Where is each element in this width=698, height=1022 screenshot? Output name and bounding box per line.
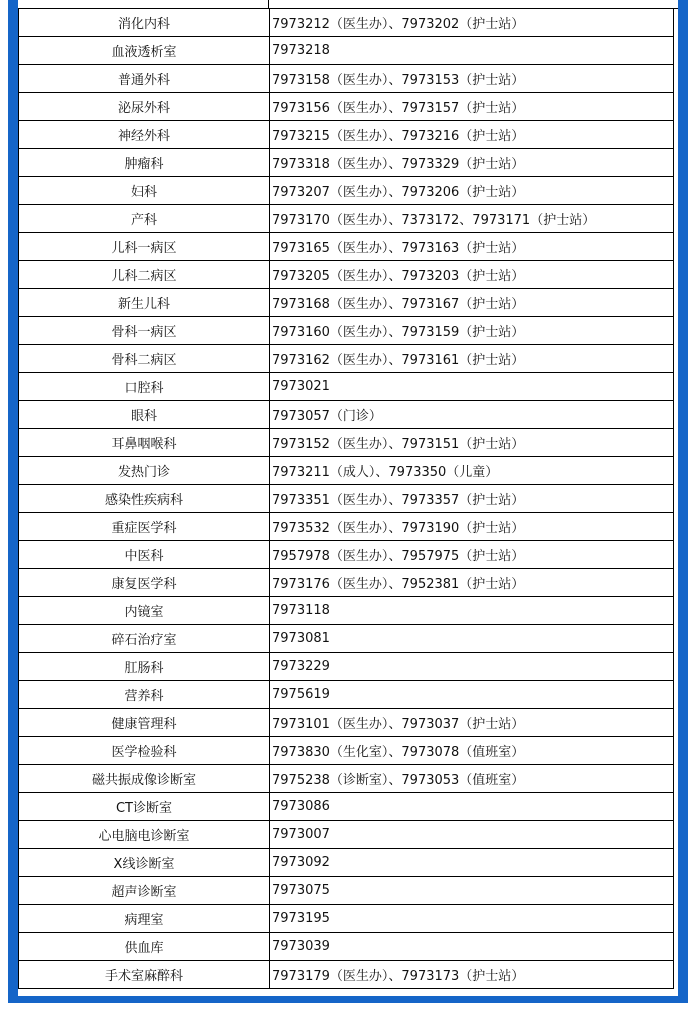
phone-numbers: 7973092 <box>270 849 674 877</box>
department-name: 神经外科 <box>19 121 270 149</box>
department-name: CT诊断室 <box>19 793 270 821</box>
department-name: X线诊断室 <box>19 849 270 877</box>
directory-panel <box>18 0 678 996</box>
department-name: 消化内科 <box>19 9 270 37</box>
table-row <box>19 261 674 289</box>
phone-numbers: 7973075 <box>270 877 674 905</box>
phone-numbers: 7973318（医生办）、7973329（护士站） <box>270 149 674 177</box>
department-name: 骨科一病区 <box>19 317 270 345</box>
table-row <box>19 597 674 625</box>
phone-numbers: 7973218 <box>270 37 674 65</box>
phone-numbers: 7973179（医生办）、7973173（护士站） <box>270 961 674 989</box>
table-row <box>19 961 674 989</box>
department-name: 眼科 <box>19 401 270 429</box>
table-row <box>19 485 674 513</box>
phone-numbers: 7973007 <box>270 821 674 849</box>
phone-numbers: 7973205（医生办）、7973203（护士站） <box>270 261 674 289</box>
table-row <box>19 933 674 961</box>
department-name: 肿瘤科 <box>19 149 270 177</box>
department-name: 磁共振成像诊断室 <box>19 765 270 793</box>
table-row <box>19 457 674 485</box>
phone-numbers: 7973158（医生办）、7973153（护士站） <box>270 65 674 93</box>
page-frame <box>8 0 688 1003</box>
table-row <box>19 289 674 317</box>
phone-numbers: 7975619 <box>270 681 674 709</box>
department-name: 健康管理科 <box>19 709 270 737</box>
phone-numbers: 7973212（医生办）、7973202（护士站） <box>270 9 674 37</box>
phone-numbers: 7973021 <box>270 373 674 401</box>
phone-numbers: 7973165（医生办）、7973163（护士站） <box>270 233 674 261</box>
table-row <box>19 905 674 933</box>
department-name: 病理室 <box>19 905 270 933</box>
phone-directory-table <box>18 8 674 989</box>
phone-numbers: 7973830（生化室）、7973078（值班室） <box>270 737 674 765</box>
phone-numbers: 7973351（医生办）、7973357（护士站） <box>270 485 674 513</box>
table-row <box>19 765 674 793</box>
department-name: 心电脑电诊断室 <box>19 821 270 849</box>
table-row <box>19 37 674 65</box>
department-name: 康复医学科 <box>19 569 270 597</box>
phone-numbers: 7973152（医生办）、7973151（护士站） <box>270 429 674 457</box>
table-row <box>19 793 674 821</box>
table-row <box>19 821 674 849</box>
table-row <box>19 317 674 345</box>
department-name: 肛肠科 <box>19 653 270 681</box>
department-name: 营养科 <box>19 681 270 709</box>
table-row <box>19 345 674 373</box>
phone-numbers: 7973170（医生办）、7373172、7973171（护士站） <box>270 205 674 233</box>
phone-numbers: 7973195 <box>270 905 674 933</box>
phone-numbers: 7973162（医生办）、7973161（护士站） <box>270 345 674 373</box>
table-row <box>19 9 674 37</box>
table-row <box>19 625 674 653</box>
department-name: 耳鼻咽喉科 <box>19 429 270 457</box>
table-row <box>19 737 674 765</box>
phone-numbers: 7973156（医生办）、7973157（护士站） <box>270 93 674 121</box>
department-name: 血液透析室 <box>19 37 270 65</box>
table-row <box>19 653 674 681</box>
phone-numbers: 7973215（医生办）、7973216（护士站） <box>270 121 674 149</box>
department-name: 新生儿科 <box>19 289 270 317</box>
phone-numbers: 7973211（成人）、7973350（儿童） <box>270 457 674 485</box>
phone-numbers: 7973086 <box>270 793 674 821</box>
department-name: 普通外科 <box>19 65 270 93</box>
department-name: 产科 <box>19 205 270 233</box>
department-name: 儿科二病区 <box>19 261 270 289</box>
department-name: 手术室麻醉科 <box>19 961 270 989</box>
table-row <box>19 401 674 429</box>
table-row <box>19 121 674 149</box>
department-name: 泌尿外科 <box>19 93 270 121</box>
phone-numbers: 7957978（医生办）、7957975（护士站） <box>270 541 674 569</box>
phone-numbers: 7973118 <box>270 597 674 625</box>
department-name: 儿科一病区 <box>19 233 270 261</box>
phone-numbers: 7973081 <box>270 625 674 653</box>
table-row <box>19 877 674 905</box>
phone-numbers: 7973532（医生办）、7973190（护士站） <box>270 513 674 541</box>
phone-numbers: 7973057（门诊） <box>270 401 674 429</box>
department-name: 超声诊断室 <box>19 877 270 905</box>
table-row <box>19 569 674 597</box>
department-name: 医学检验科 <box>19 737 270 765</box>
table-row <box>19 513 674 541</box>
phone-numbers: 7973229 <box>270 653 674 681</box>
table-row <box>19 65 674 93</box>
department-name: 妇科 <box>19 177 270 205</box>
table-row <box>19 681 674 709</box>
table-row <box>19 149 674 177</box>
table-row <box>19 373 674 401</box>
table-row <box>19 849 674 877</box>
department-name: 供血库 <box>19 933 270 961</box>
directory-body <box>19 9 674 989</box>
table-row <box>19 429 674 457</box>
department-name: 口腔科 <box>19 373 270 401</box>
phone-numbers: 7973207（医生办）、7973206（护士站） <box>270 177 674 205</box>
department-name: 内镜室 <box>19 597 270 625</box>
table-row <box>19 709 674 737</box>
department-name: 感染性疾病科 <box>19 485 270 513</box>
department-name: 骨科二病区 <box>19 345 270 373</box>
phone-numbers: 7973176（医生办）、7952381（护士站） <box>270 569 674 597</box>
department-name: 中医科 <box>19 541 270 569</box>
department-name: 碎石治疗室 <box>19 625 270 653</box>
phone-numbers: 7973101（医生办）、7973037（护士站） <box>270 709 674 737</box>
table-row <box>19 177 674 205</box>
table-row <box>19 541 674 569</box>
table-row <box>19 233 674 261</box>
phone-numbers: 7973039 <box>270 933 674 961</box>
phone-numbers: 7973168（医生办）、7973167（护士站） <box>270 289 674 317</box>
table-row <box>19 93 674 121</box>
department-name: 重症医学科 <box>19 513 270 541</box>
phone-numbers: 7973160（医生办）、7973159（护士站） <box>270 317 674 345</box>
table-row <box>19 205 674 233</box>
department-name: 发热门诊 <box>19 457 270 485</box>
phone-numbers: 7975238（诊断室）、7973053（值班室） <box>270 765 674 793</box>
